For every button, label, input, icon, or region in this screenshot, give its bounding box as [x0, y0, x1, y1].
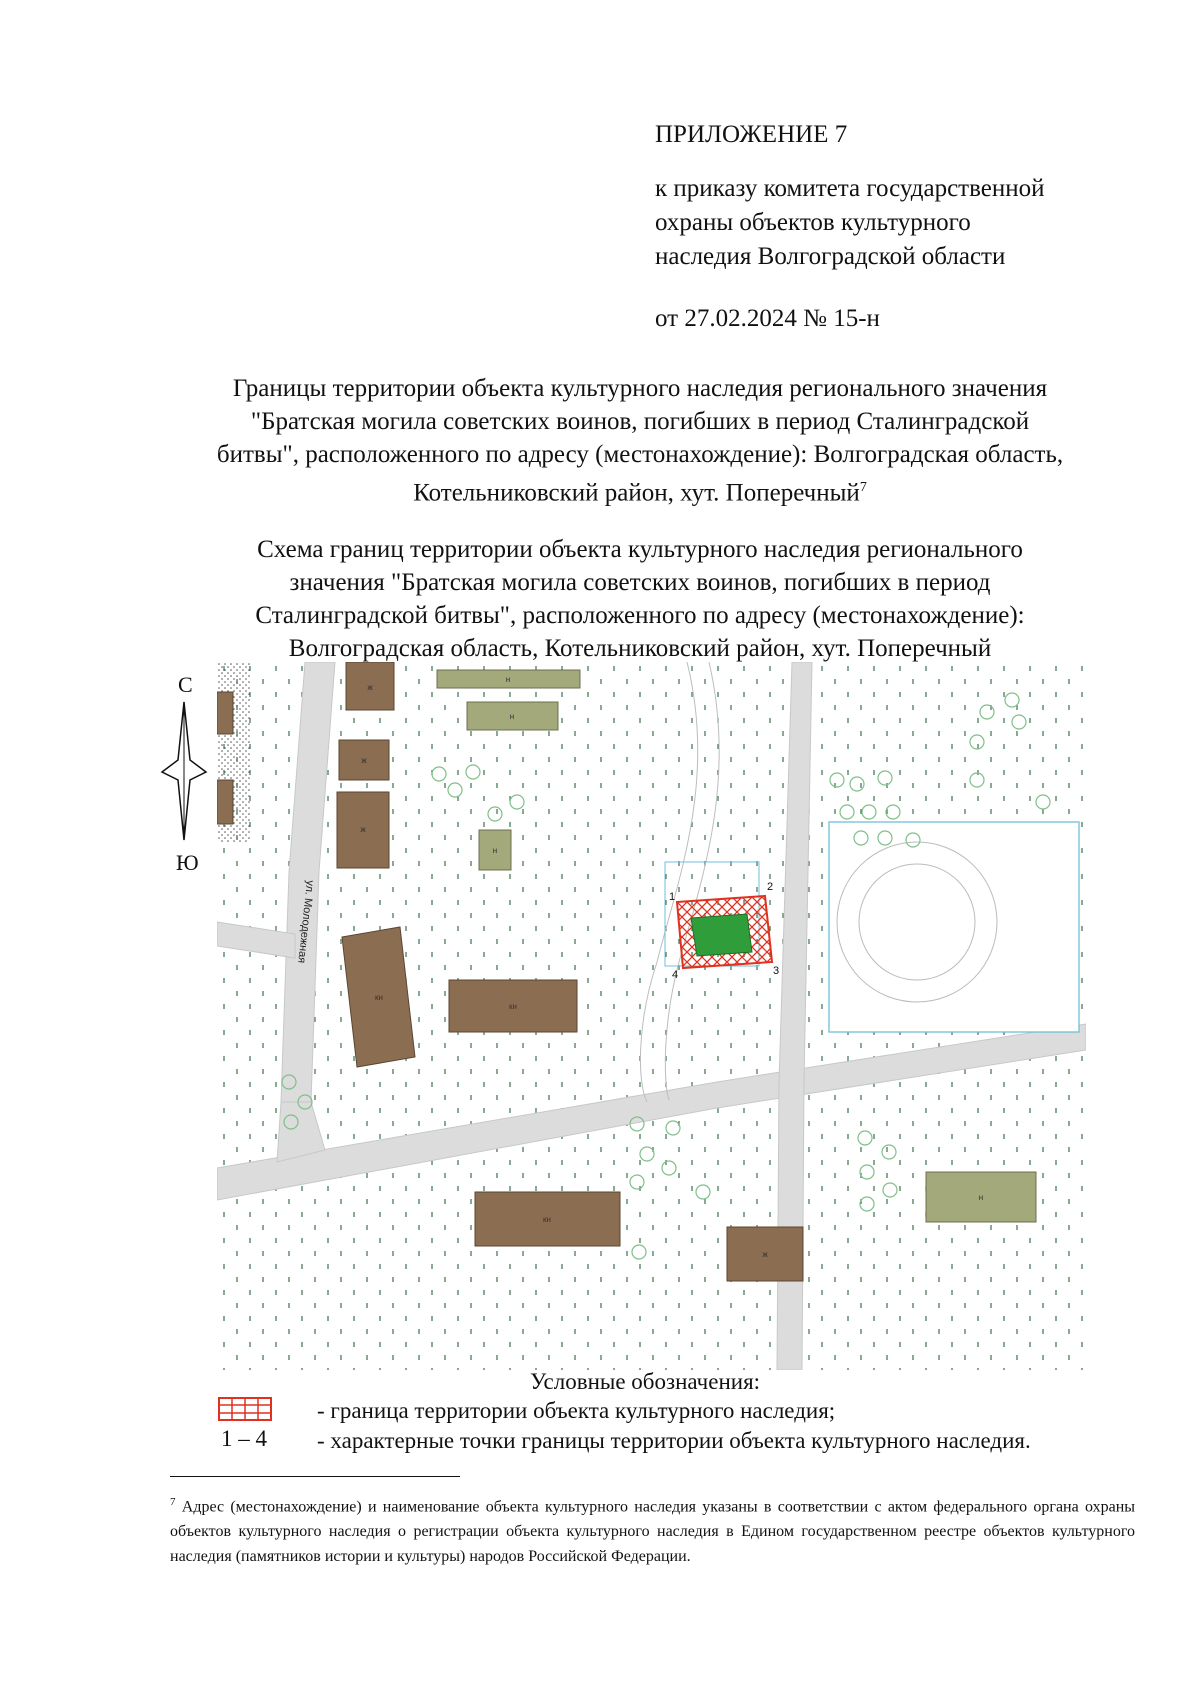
order-line-2: охраны объектов культурного [655, 209, 971, 236]
footnote [170, 1490, 1135, 1569]
label-kn-3: кн [543, 1215, 551, 1224]
legend-item-boundary: - граница территории объекта культурного наследия; [317, 1398, 836, 1423]
heading2-line-2: значения "Братская могила советских воинов, погибших в период [289, 569, 991, 596]
street-label: ул. Молодежная [295, 879, 316, 964]
order-line-3: наследия Волгоградской области [655, 243, 1006, 270]
label-n-3: н [492, 846, 498, 855]
legend-item-points: - характерные точки границы территории объекта культурного наследия. [317, 1428, 1031, 1453]
compass [160, 672, 220, 882]
label-kn-1: кн [375, 993, 383, 1002]
legend-boundary-swatch-icon [218, 1397, 272, 1421]
heading1-line-2: "Братская могила советских воинов, погибших в период Сталинградской [250, 408, 1030, 435]
heading2-line-1: Схема границ территории объекта культурного наследия регионального [257, 536, 1023, 563]
order-date: от 27.02.2024 № 15-н [655, 305, 880, 332]
label-res-3: ж [360, 825, 366, 834]
stadium [829, 822, 1079, 1032]
label-res-4: ж [762, 1250, 768, 1259]
scheme-heading [160, 533, 1120, 665]
heading1-line-4: Котельниковский район, хут. Поперечный$^7$ [413, 479, 867, 507]
footnote-ref[interactable]: 7 [859, 480, 867, 495]
heading2-line-4: Волгоградская область, Котельниковский район, хут. Поперечный [288, 635, 992, 662]
legend-points-label: 1 – 4 [221, 1426, 267, 1451]
footnote-divider [170, 1476, 460, 1477]
label-kn-2: кн [509, 1002, 517, 1011]
building-9 [217, 780, 233, 824]
heading1-line-3: битвы", расположенного по адресу (местонахождение): Волгоградская область, [216, 441, 1064, 468]
site-map [217, 662, 1086, 1370]
heading2-line-3: Сталинградской битвы", расположенного по адресу (местонахождение): [255, 602, 1025, 629]
appendix-block [655, 118, 1155, 336]
boundary-point-1: 1 [669, 891, 676, 903]
footnote-text: Адрес (местонахождение) и наименование объекта культурного наследия указаны в соответствии с актом федерального органа охраны объектов культурного наследия о регистрации объекта культурного наследия в Едином государственном реестре объектов культурного наследия (памятников истории и культуры) народов Российской Федерации. [170, 1498, 1135, 1566]
monument-area [691, 914, 752, 956]
label-n-2: н [509, 712, 515, 721]
order-line-1: к приказу комитета государственной [655, 175, 1045, 202]
footnote-number: 7 [170, 1496, 176, 1508]
building-8 [217, 692, 233, 734]
boundary-point-4: 4 [672, 969, 679, 981]
boundary-point-3: 3 [773, 965, 780, 977]
heading1-line-1: Границы территории объекта культурного наследия регионального значения [232, 375, 1048, 402]
label-n-1: н [505, 675, 511, 684]
label-res-1: ж [367, 683, 373, 692]
appendix-title: ПРИЛОЖЕНИЕ 7 [655, 121, 848, 148]
compass-south-label: Ю [176, 850, 199, 875]
heritage-boundary [677, 896, 772, 968]
label-n-4: н [978, 1193, 984, 1202]
compass-north-label: С [178, 672, 193, 697]
boundaries-heading [160, 372, 1120, 509]
label-res-2: ж [361, 756, 367, 765]
boundary-point-2: 2 [767, 881, 774, 893]
legend-title: Условные обозначения: [530, 1369, 761, 1394]
